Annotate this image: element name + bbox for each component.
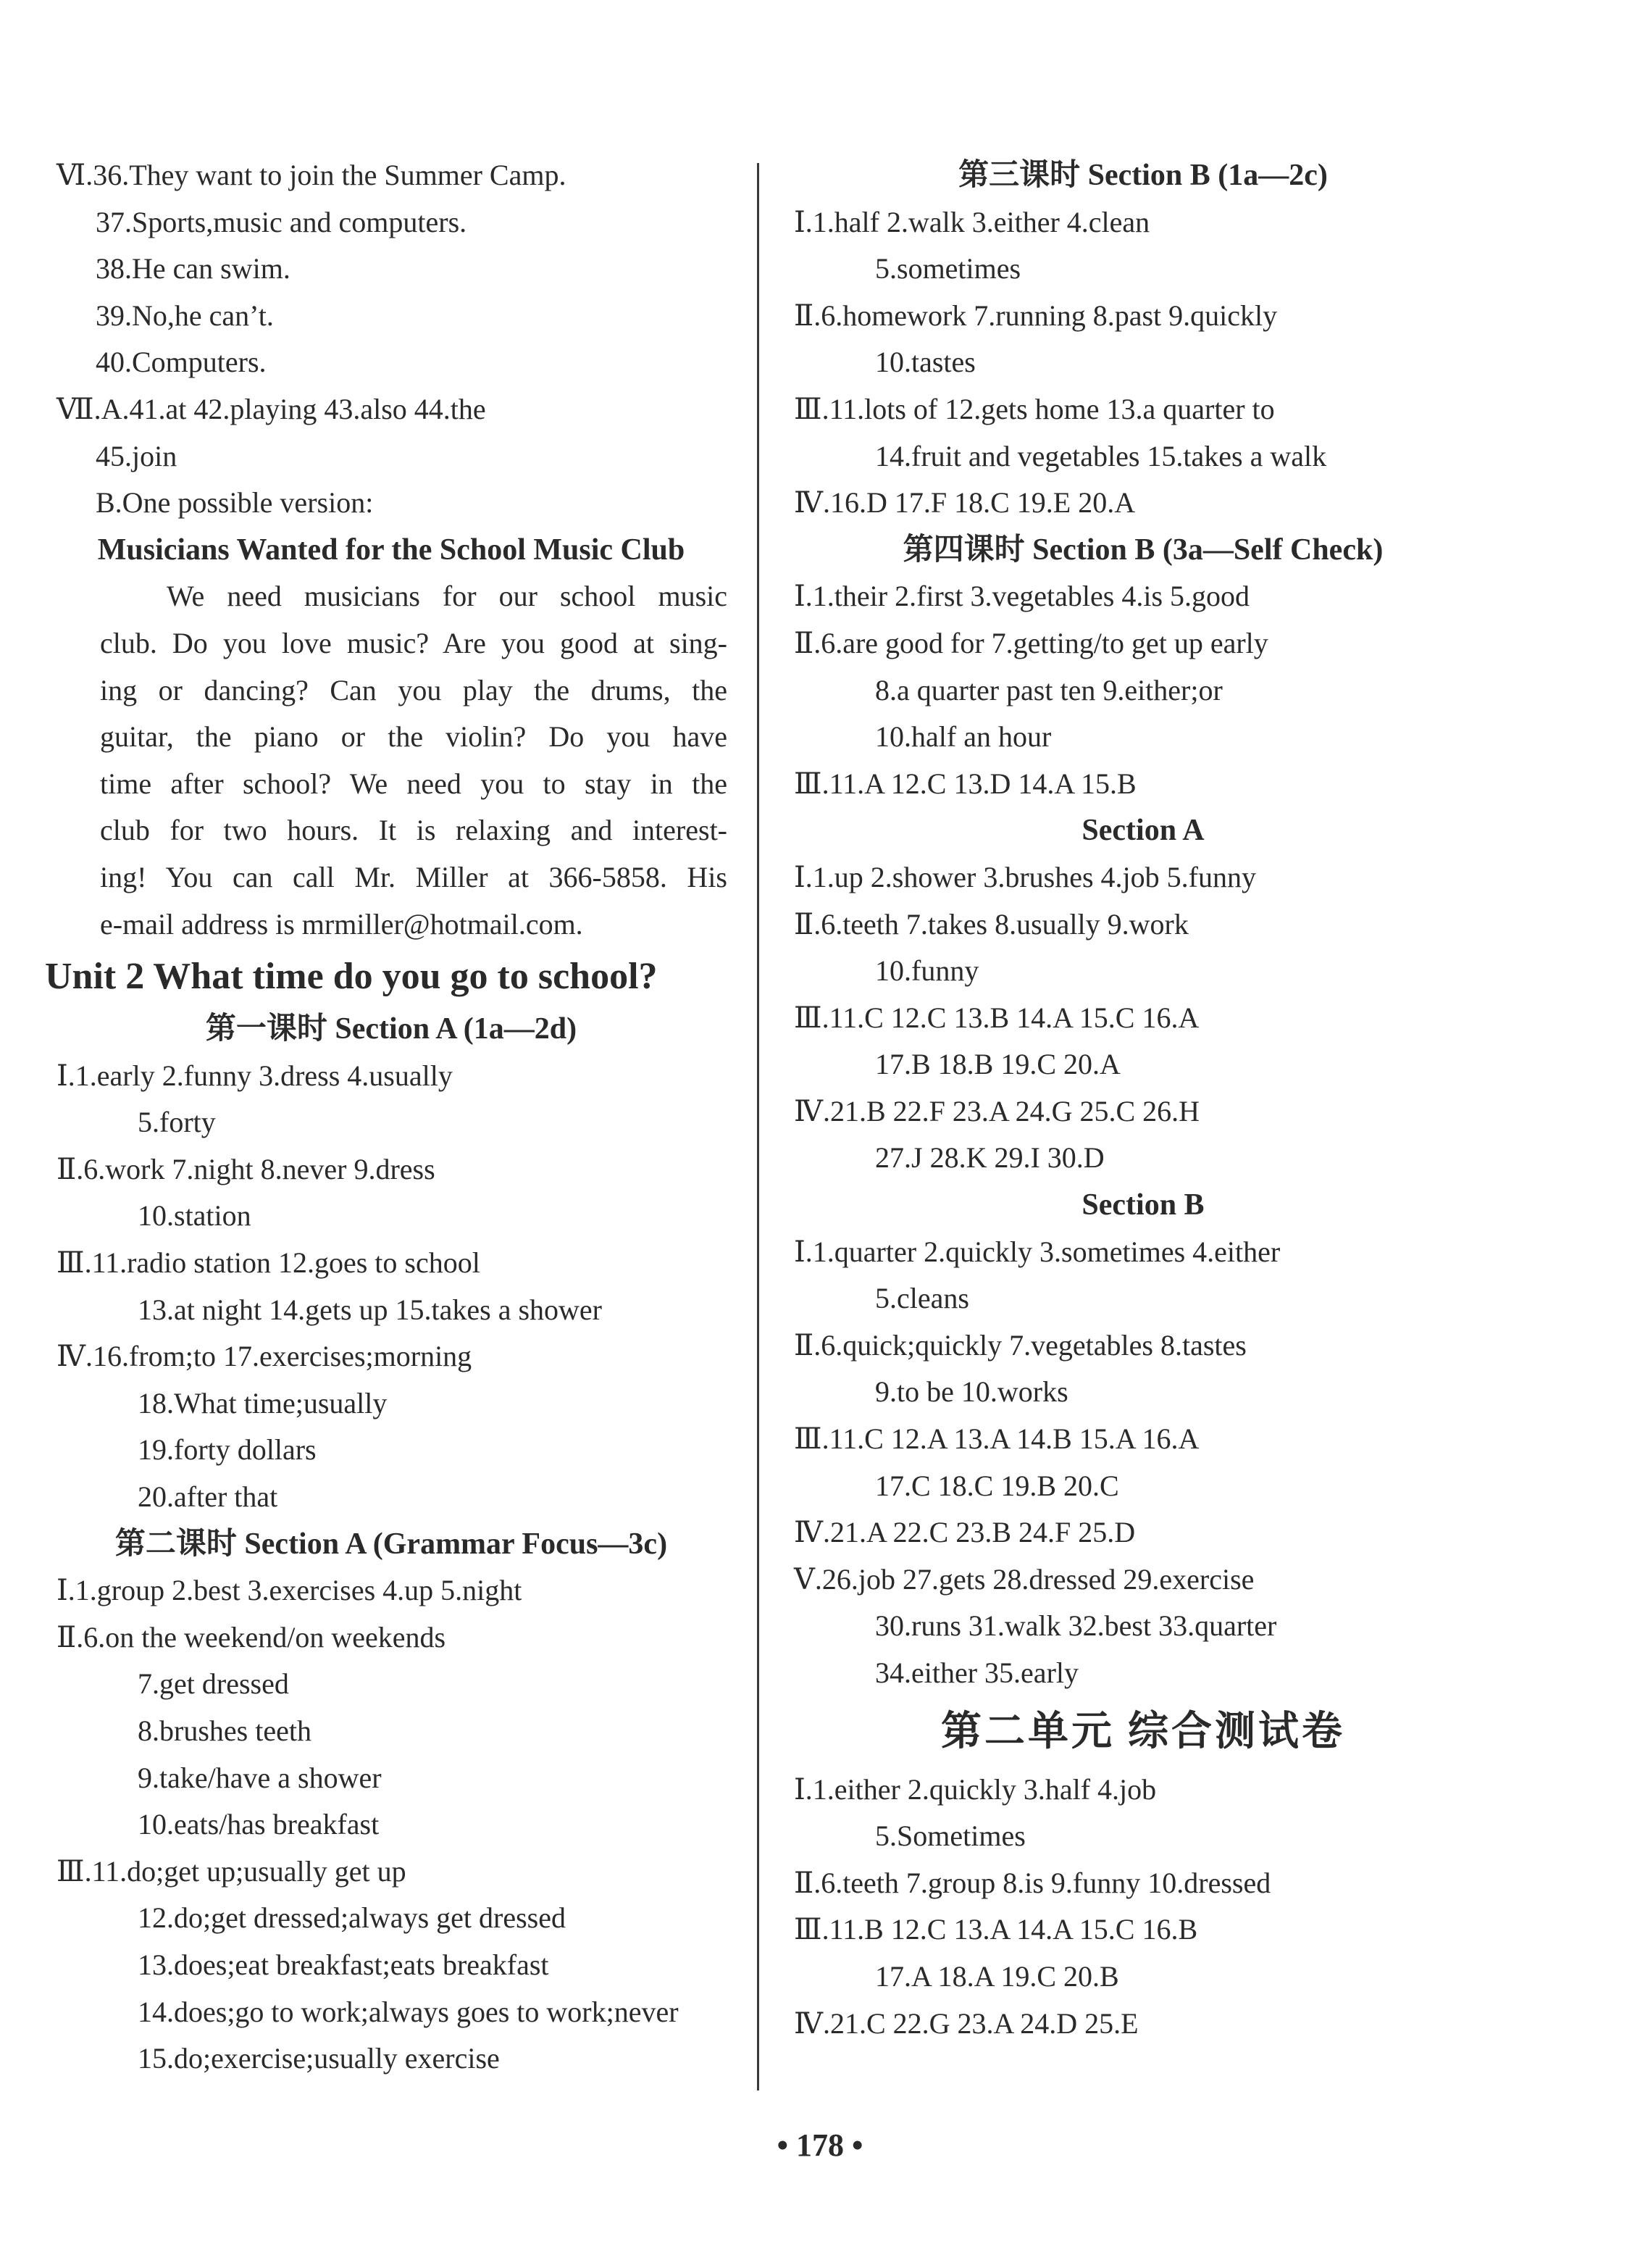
left-line-27: 19.forty dollars	[138, 1433, 317, 1467]
right-line-27: Ⅲ.11.C 12.A 13.A 14.B 15.A 16.A	[794, 1422, 1200, 1456]
left-line-38: 13.does;eat breakfast;eats breakfast	[138, 1948, 549, 1981]
left-line-30: Ⅰ.1.group 2.best 3.exercises 4.up 5.night	[57, 1574, 522, 1607]
left-line-23: Ⅲ.11.radio station 12.goes to school	[57, 1246, 480, 1280]
right-line-0: 第三课时 Section B (1a—2c)	[958, 159, 1328, 192]
left-line-9: We need musicians for our school music	[167, 580, 727, 613]
left-line-35: 10.eats/has breakfast	[138, 1808, 380, 1841]
left-line-19: Ⅰ.1.early 2.funny 3.dress 4.usually	[57, 1059, 453, 1092]
right-line-1: Ⅰ.1.half 2.walk 3.either 4.clean	[794, 205, 1150, 238]
left-line-14: club for two hours. It is relaxing and interest-	[100, 814, 727, 847]
right-line-31: 30.runs 31.walk 32.best 33.quarter	[875, 1609, 1277, 1643]
right-line-6: 14.fruit and vegetables 15.takes a walk	[875, 439, 1327, 472]
left-line-15: ing! You can call Mr. Miller at 366-5858. His	[100, 860, 727, 893]
left-line-13: time after school? We need you to stay in the	[100, 767, 727, 800]
left-line-0: Ⅵ.36.They want to join the Summer Camp.	[57, 159, 566, 191]
left-line-34: 9.take/have a shower	[138, 1761, 382, 1794]
left-line-5: Ⅶ.A.41.at 42.playing 43.also 44.the	[57, 392, 486, 425]
right-line-39: Ⅳ.21.C 22.G 23.A 24.D 25.E	[794, 2006, 1139, 2040]
right-line-14: Section A	[1082, 814, 1205, 848]
left-line-3: 39.No,he can’t.	[96, 299, 274, 332]
right-line-3: Ⅱ.6.homework 7.running 8.past 9.quickly	[794, 299, 1278, 332]
left-column	[43, 152, 739, 2083]
left-line-32: 7.get dressed	[138, 1667, 289, 1701]
left-line-21: Ⅱ.6.work 7.night 8.never 9.dress	[57, 1152, 435, 1185]
left-line-39: 14.does;go to work;always goes to work;never	[138, 1995, 679, 2028]
right-line-7: Ⅳ.16.D 17.F 18.C 19.E 20.A	[794, 486, 1136, 520]
right-line-37: Ⅲ.11.B 12.C 13.A 14.A 15.C 16.B	[794, 1913, 1198, 1946]
left-line-18: 第一课时 Section A (1a—2d)	[205, 1012, 577, 1046]
right-line-13: Ⅲ.11.A 12.C 13.D 14.A 15.B	[794, 767, 1137, 800]
left-line-29: 第二课时 Section A (Grammar Focus—3c)	[114, 1527, 668, 1561]
right-line-33: 第二单元 综合测试卷	[941, 1709, 1345, 1754]
left-line-8: Musicians Wanted for the School Music Club	[97, 533, 685, 567]
right-line-24: 5.cleans	[875, 1282, 969, 1315]
right-line-16: Ⅱ.6.teeth 7.takes 8.usually 9.work	[794, 907, 1189, 941]
left-line-37: 12.do;get dressed;always get dressed	[138, 1901, 566, 1935]
left-line-17: Unit 2 What time do you go to school?	[45, 956, 658, 998]
right-line-32: 34.either 35.early	[875, 1656, 1079, 1689]
right-line-2: 5.sometimes	[875, 252, 1021, 285]
right-line-8: 第四课时 Section B (3a—Self Check)	[903, 533, 1384, 567]
left-line-16: e-mail address is mrmiller@hotmail.com.	[100, 907, 583, 941]
left-line-25: Ⅳ.16.from;to 17.exercises;morning	[57, 1340, 472, 1373]
right-line-12: 10.half an hour	[875, 720, 1052, 754]
right-line-17: 10.funny	[875, 954, 979, 988]
left-line-24: 13.at night 14.gets up 15.takes a shower	[138, 1293, 602, 1326]
left-line-10: club. Do you love music? Are you good at sing-	[100, 626, 727, 659]
left-line-7: B.One possible version:	[96, 486, 374, 520]
right-line-38: 17.A 18.A 19.C 20.B	[875, 1959, 1119, 1993]
page-number: • 178 •	[777, 2127, 863, 2163]
left-line-40: 15.do;exercise;usually exercise	[138, 2042, 500, 2075]
right-line-28: 17.C 18.C 19.B 20.C	[875, 1469, 1119, 1502]
right-line-25: Ⅱ.6.quick;quickly 7.vegetables 8.tastes	[794, 1328, 1247, 1362]
column-divider	[757, 163, 759, 2090]
right-line-19: 17.B 18.B 19.C 20.A	[875, 1048, 1121, 1081]
left-line-4: 40.Computers.	[96, 346, 267, 379]
left-line-12: guitar, the piano or the violin? Do you have	[100, 720, 727, 754]
right-line-20: Ⅳ.21.B 22.F 23.A 24.G 25.C 26.H	[794, 1094, 1200, 1127]
right-line-36: Ⅱ.6.teeth 7.group 8.is 9.funny 10.dressed	[794, 1866, 1271, 1899]
right-line-21: 27.J 28.K 29.I 30.D	[875, 1141, 1105, 1175]
right-line-29: Ⅳ.21.A 22.C 23.B 24.F 25.D	[794, 1516, 1136, 1549]
right-line-15: Ⅰ.1.up 2.shower 3.brushes 4.job 5.funny	[794, 860, 1256, 893]
left-line-36: Ⅲ.11.do;get up;usually get up	[57, 1854, 406, 1888]
right-line-9: Ⅰ.1.their 2.first 3.vegetables 4.is 5.good	[794, 580, 1250, 613]
right-line-22: Section B	[1082, 1188, 1205, 1222]
left-line-20: 5.forty	[138, 1106, 216, 1139]
right-line-34: Ⅰ.1.either 2.quickly 3.half 4.job	[794, 1772, 1157, 1806]
left-line-2: 38.He can swim.	[96, 252, 290, 285]
right-line-11: 8.a quarter past ten 9.either;or	[875, 673, 1223, 706]
right-column	[781, 152, 1505, 2047]
right-line-30: Ⅴ.26.job 27.gets 28.dressed 29.exercise	[794, 1562, 1255, 1596]
left-line-1: 37.Sports,music and computers.	[96, 205, 467, 238]
right-line-35: 5.Sometimes	[875, 1819, 1026, 1853]
right-line-18: Ⅲ.11.C 12.C 13.B 14.A 15.C 16.A	[794, 1001, 1200, 1034]
left-line-33: 8.brushes teeth	[138, 1714, 311, 1747]
right-line-10: Ⅱ.6.are good for 7.getting/to get up early	[794, 626, 1268, 659]
left-line-26: 18.What time;usually	[138, 1386, 388, 1419]
right-line-26: 9.to be 10.works	[875, 1375, 1068, 1409]
left-line-6: 45.join	[96, 439, 177, 472]
right-line-4: 10.tastes	[875, 346, 976, 379]
left-line-28: 20.after that	[138, 1480, 278, 1514]
right-line-5: Ⅲ.11.lots of 12.gets home 13.a quarter to	[794, 392, 1275, 425]
left-line-11: ing or dancing? Can you play the drums, the	[100, 673, 727, 706]
left-line-22: 10.station	[138, 1199, 251, 1233]
left-line-31: Ⅱ.6.on the weekend/on weekends	[57, 1620, 446, 1654]
right-line-23: Ⅰ.1.quarter 2.quickly 3.sometimes 4.either	[794, 1235, 1281, 1268]
